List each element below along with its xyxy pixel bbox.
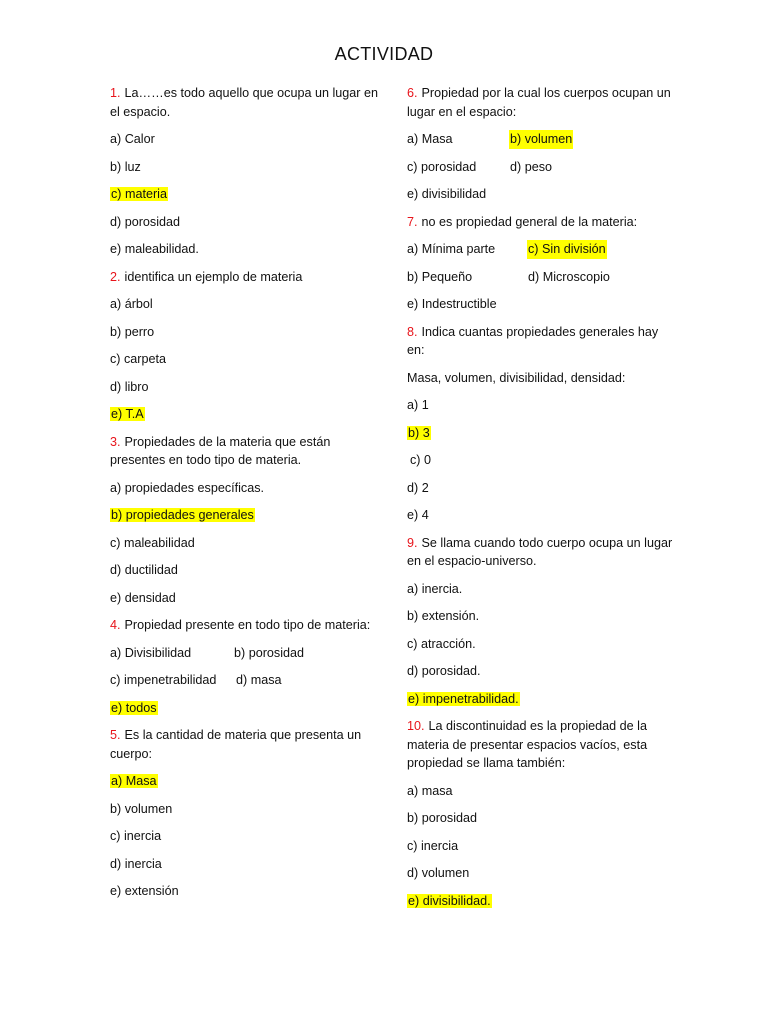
question-text: Se llama cuando todo cuerpo ocupa un lugar en el espacio-universo. [407, 535, 673, 568]
question-text: Propiedad por la cual los cuerpos ocupan un lugar en el espacio: [407, 86, 671, 119]
question-subtext: Masa, volumen, divisibilidad, densidad: [407, 370, 626, 385]
option: b) luz [110, 159, 141, 174]
option: e) extensión [110, 884, 179, 898]
option: b) porosidad [234, 645, 305, 660]
option-correct: b) volumen [509, 130, 573, 149]
question-7 [407, 213, 677, 232]
option: c) carpeta [110, 352, 166, 366]
option: d) 2 [407, 480, 429, 495]
question-2 [110, 268, 380, 287]
option: e) divisibilidad [407, 187, 487, 201]
question-text: Indica cuantas propiedades generales hay en: [407, 324, 659, 357]
option: d) ductilidad [110, 563, 178, 577]
question-4 [110, 616, 380, 635]
question-number: 1. [110, 86, 121, 100]
question-10 [407, 717, 677, 773]
question-1 [110, 84, 380, 121]
option: b) perro [110, 324, 155, 339]
option-correct: e) T.A [111, 407, 144, 421]
option: d) porosidad. [407, 664, 481, 678]
option: a) Masa [407, 132, 453, 146]
option: e) 4 [407, 508, 429, 522]
option-correct: c) Sin división [527, 240, 607, 259]
option-correct: e) todos [111, 700, 157, 715]
option: c) maleabilidad [110, 535, 195, 550]
option: d) porosidad [110, 214, 181, 229]
question-8 [407, 323, 677, 360]
option: a) propiedades específicas. [110, 480, 265, 495]
option: d) libro [110, 379, 149, 394]
option: e) maleabilidad. [110, 242, 199, 256]
question-5 [110, 726, 380, 763]
option: d) volumen [407, 866, 470, 880]
right-column [407, 84, 677, 919]
option-correct: c) materia [111, 187, 167, 201]
question-number: 4. [110, 618, 121, 632]
option: b) extensión. [407, 609, 480, 623]
question-3 [110, 433, 380, 470]
option: a) masa [407, 783, 453, 798]
question-text: no es propiedad general de la materia: [421, 214, 638, 229]
question-text: Es la cantidad de materia que presenta un cuerpo: [110, 728, 362, 761]
question-6 [407, 84, 677, 121]
option: a) 1 [407, 398, 429, 412]
question-number: 9. [407, 535, 418, 550]
option: a) Calor [110, 132, 155, 146]
option: d) masa [236, 673, 282, 687]
question-number: 10. [407, 719, 425, 733]
option: a) Mínima parte [407, 242, 496, 256]
question-number: 6. [407, 86, 418, 100]
option: c) inercia [110, 829, 162, 843]
question-number: 8. [407, 324, 418, 339]
option: c) porosidad [407, 159, 477, 174]
option: c) atracción. [407, 636, 476, 651]
option-correct: e) divisibilidad. [408, 893, 491, 908]
question-number: 7. [407, 214, 418, 229]
option: a) Divisibilidad [110, 645, 192, 660]
option: b) porosidad [407, 811, 478, 825]
option: a) inercia. [407, 581, 463, 596]
question-text: Propiedades de la materia que están presentes en todo tipo de materia. [110, 434, 331, 467]
option: e) Indestructible [407, 297, 497, 311]
question-text: La discontinuidad es la propiedad de la materia de presentar espacios vacíos, esta propiedad se llama también: [407, 719, 648, 770]
left-column [110, 84, 380, 910]
option: d) inercia [110, 856, 162, 871]
option: c) impenetrabilidad [110, 673, 217, 687]
question-text: Propiedad presente en todo tipo de materia: [124, 618, 371, 632]
option: b) volumen [110, 801, 173, 816]
option: b) Pequeño [407, 269, 473, 284]
question-number: 5. [110, 728, 121, 742]
option-correct: a) Masa [111, 774, 157, 788]
option: c) 0 [410, 453, 431, 467]
page-title: ACTIVIDAD [334, 44, 434, 64]
option: a) árbol [110, 297, 153, 311]
option: d) peso [510, 159, 553, 174]
option-correct: e) impenetrabilidad. [408, 691, 519, 706]
question-text: identifica un ejemplo de materia [124, 269, 303, 284]
question-9 [407, 534, 677, 571]
option: e) densidad [110, 590, 176, 605]
question-number: 3. [110, 434, 121, 449]
option-correct: b) 3 [408, 425, 430, 440]
option: c) inercia [407, 838, 459, 853]
question-number: 2. [110, 269, 121, 284]
option-correct: b) propiedades generales [111, 508, 254, 522]
option: d) Microscopio [528, 269, 610, 284]
question-text: La……es todo aquello que ocupa un lugar en el espacio. [110, 86, 378, 119]
